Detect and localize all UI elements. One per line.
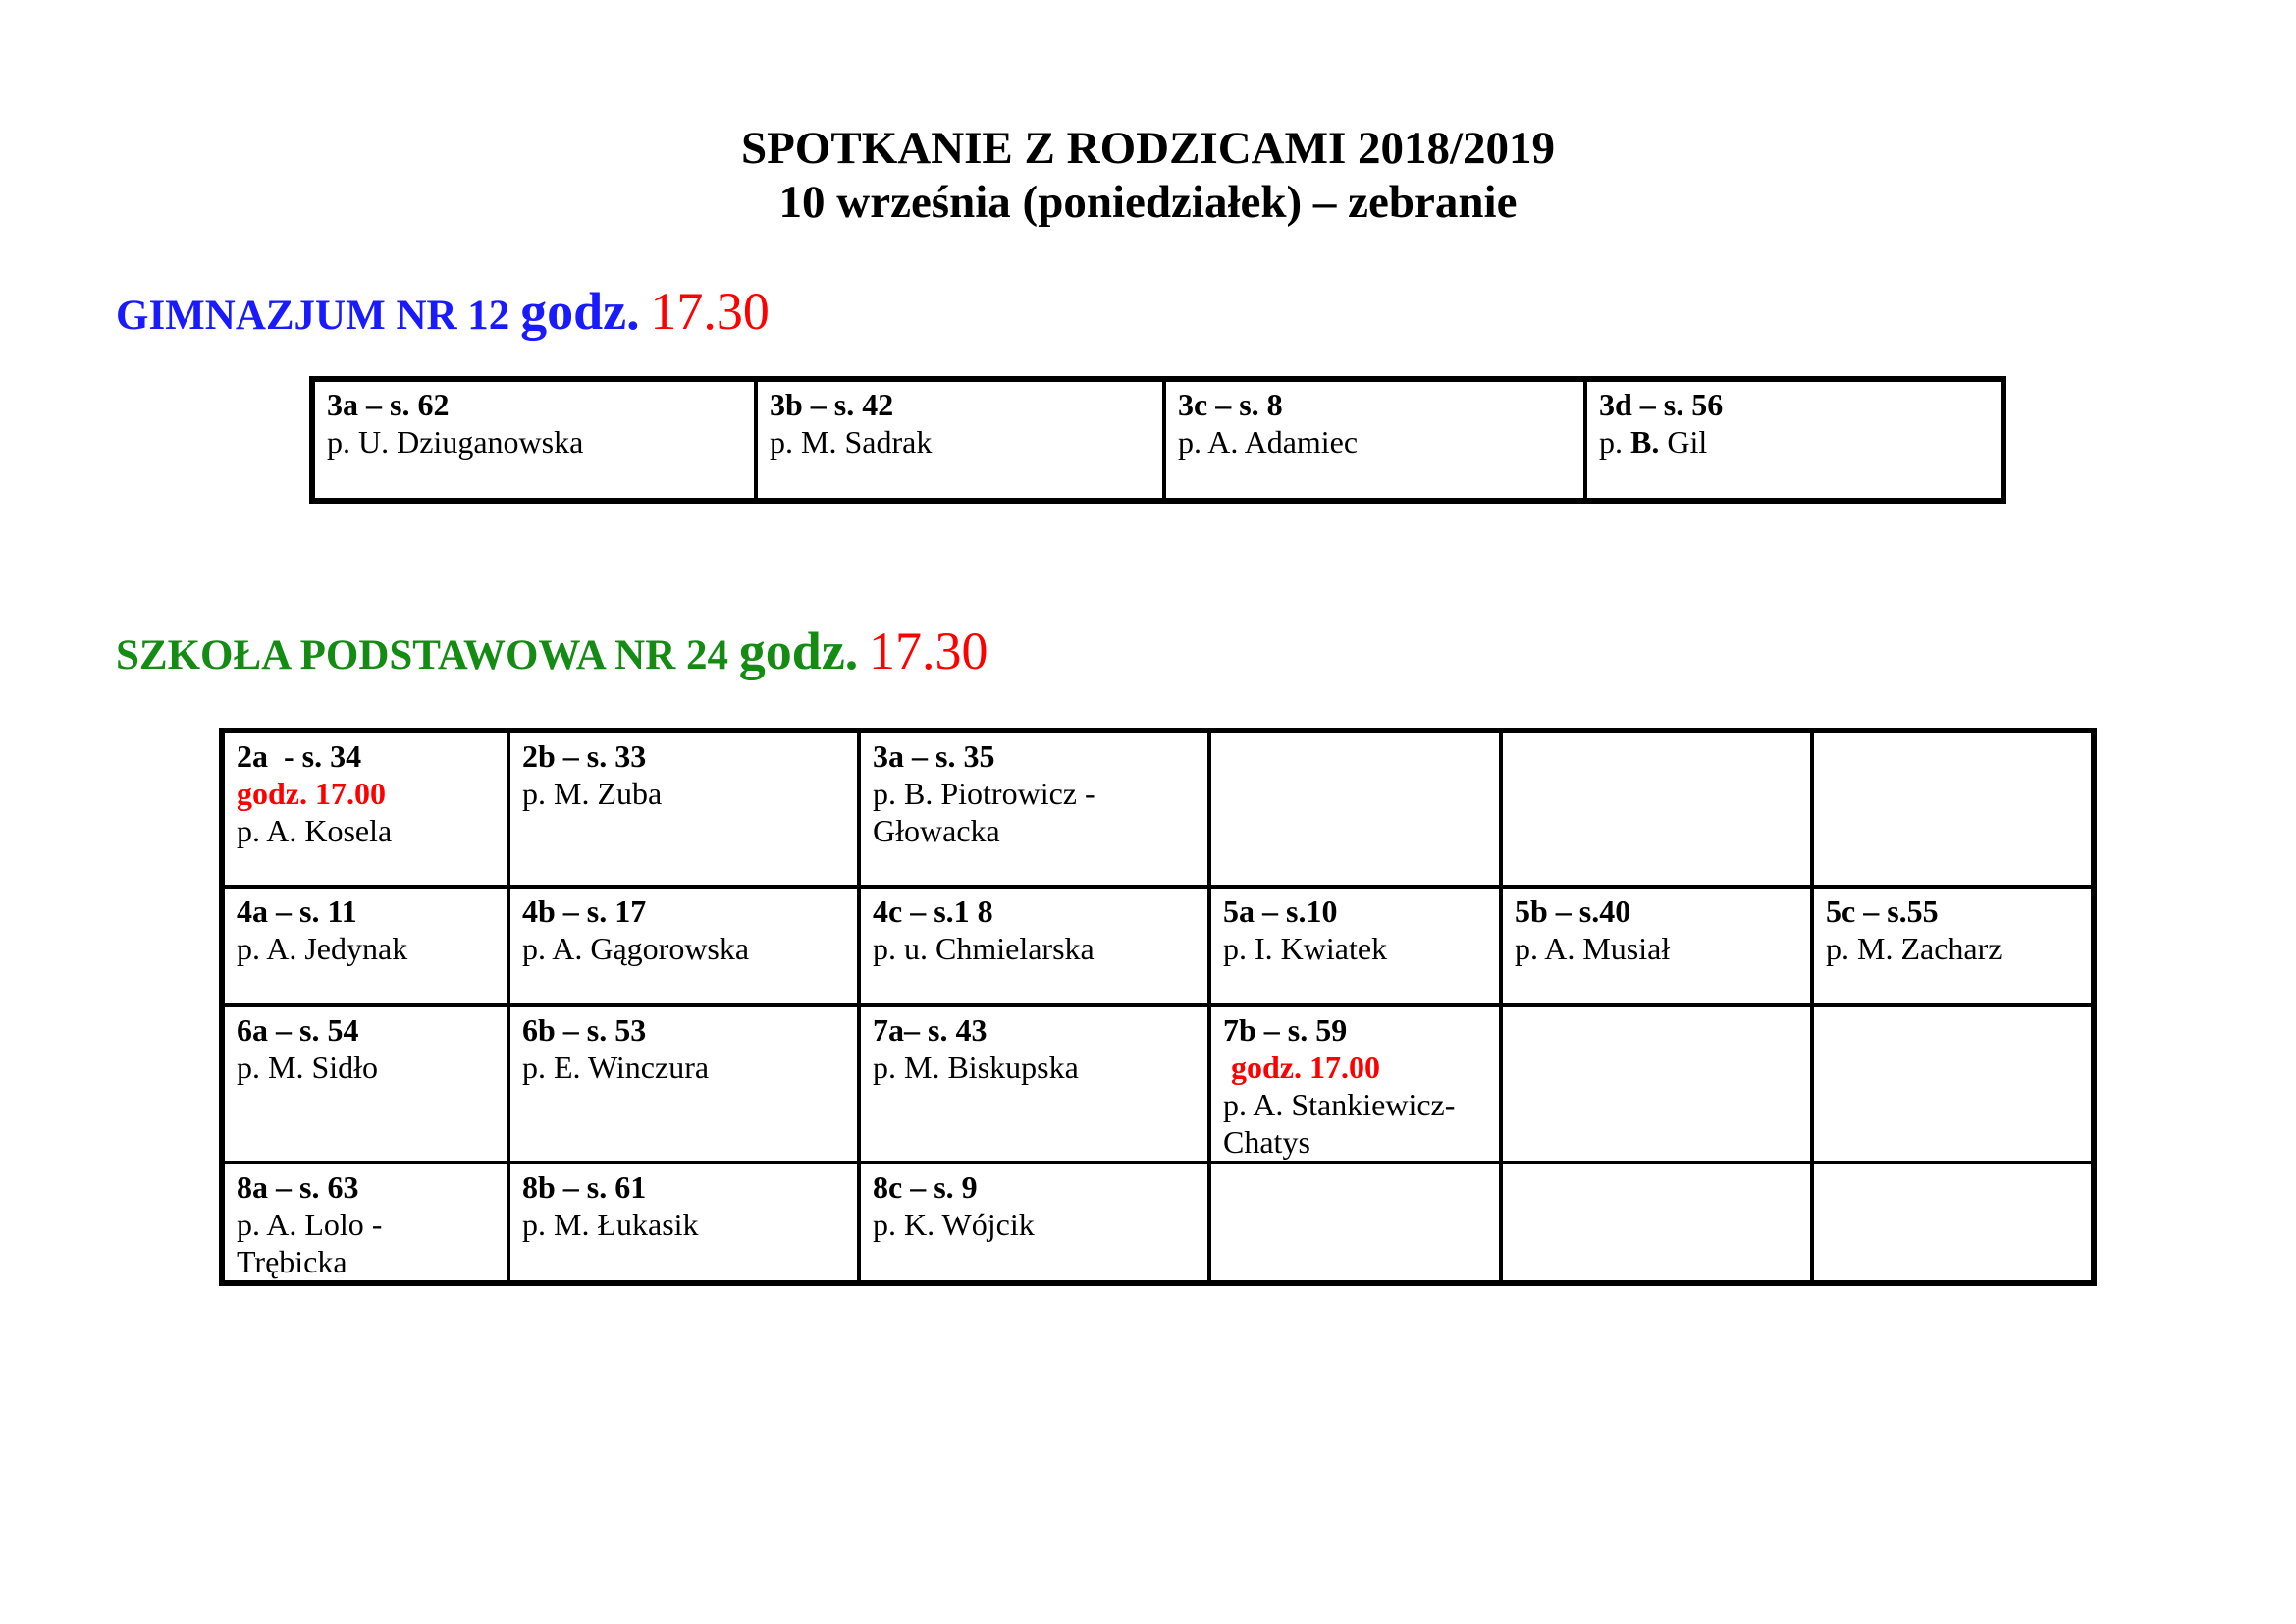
class-room: 4b – s. 17 <box>522 893 647 929</box>
table-cell <box>313 380 756 500</box>
special-hour: godz. 17.00 <box>1223 1050 1380 1085</box>
teacher-name: p. A. Jedynak <box>237 931 408 966</box>
teacher-name: p. M. Łukasik <box>522 1207 699 1242</box>
teacher-name: p. A. Musiał <box>1515 931 1671 966</box>
table-cell <box>1585 380 2002 500</box>
teacher-name: p. M. Sadrak <box>770 424 933 460</box>
class-room: 5c – s.55 <box>1826 893 1939 929</box>
teacher-name: p. K. Wójcik <box>873 1207 1035 1242</box>
teacher-name: p. A. Stankiewicz-Chatys <box>1223 1087 1456 1160</box>
empty-cell <box>1209 1163 1501 1282</box>
page-subtitle: 10 września (poniedziałek) – zebranie <box>778 177 1518 228</box>
table-row <box>313 380 2002 500</box>
table-cell <box>223 887 508 1005</box>
empty-cell <box>1501 1005 1812 1163</box>
teacher-name: p. A. Gągorowska <box>522 931 750 966</box>
class-room: 2b – s. 33 <box>522 738 647 774</box>
teacher-name: p. A. Kosela <box>237 813 393 848</box>
szkola-name: SZKOŁA PODSTAWOWA NR 24 <box>116 632 729 678</box>
table-cell <box>1812 887 2093 1005</box>
teacher-name: p. M. Zuba <box>522 776 663 811</box>
teacher-name: p. I. Kwiatek <box>1223 931 1388 966</box>
class-room: 5b – s.40 <box>1515 893 1631 929</box>
teacher-name: p. B. Piotrowicz - Głowacka <box>873 776 1095 848</box>
szkola-time: 17.30 <box>869 622 988 680</box>
class-room: 3c – s. 8 <box>1178 387 1283 422</box>
table-row <box>223 731 2093 887</box>
empty-cell <box>1812 1005 2093 1163</box>
szkola-heading <box>116 622 988 680</box>
class-room: 3a – s. 35 <box>873 738 995 774</box>
class-room: 3d – s. 56 <box>1599 387 1724 422</box>
table-cell <box>508 1005 859 1163</box>
class-room: 4c – s.1 8 <box>873 893 993 929</box>
empty-cell <box>1209 731 1501 887</box>
class-room: 3a – s. 62 <box>327 387 450 422</box>
teacher-name: p. U. Dziuganowska <box>327 424 584 460</box>
table-cell <box>223 1163 508 1282</box>
class-room: 7b – s. 59 <box>1223 1012 1348 1048</box>
table-row <box>223 1005 2093 1163</box>
class-room: 8a – s. 63 <box>237 1169 359 1205</box>
class-room: 8b – s. 61 <box>522 1169 647 1205</box>
teacher-name: p. u. Chmielarska <box>873 931 1095 966</box>
table-cell <box>508 1163 859 1282</box>
class-room: 7a– s. 43 <box>873 1012 988 1048</box>
table-cell <box>1209 1005 1501 1163</box>
class-room: 8c – s. 9 <box>873 1169 978 1205</box>
table-cell <box>756 380 1164 500</box>
teacher-name: p. A. Lolo - Trębicka <box>237 1207 383 1279</box>
empty-cell <box>1812 1163 2093 1282</box>
class-room: 6b – s. 53 <box>522 1012 647 1048</box>
teacher-name: p. M. Biskupska <box>873 1050 1079 1085</box>
class-room: 6a – s. 54 <box>237 1012 359 1048</box>
teacher-name: p. M. Sidło <box>237 1050 379 1085</box>
class-room: 2a - s. 34 <box>237 738 362 774</box>
table-cell <box>859 887 1209 1005</box>
table-row <box>223 1163 2093 1282</box>
table-cell <box>1209 887 1501 1005</box>
szkola-godz-label: godz. <box>738 622 859 680</box>
gimnazjum-godz-label: godz. <box>520 282 640 341</box>
class-room: 4a – s. 11 <box>237 893 357 929</box>
table-cell <box>223 731 508 887</box>
table-cell <box>859 1163 1209 1282</box>
table-cell <box>223 1005 508 1163</box>
teacher-surname: Gil <box>1659 424 1708 460</box>
empty-cell <box>1812 731 2093 887</box>
empty-cell <box>1501 731 1812 887</box>
table-cell <box>508 887 859 1005</box>
special-hour: godz. 17.00 <box>237 776 386 811</box>
teacher-name: p. E. Winczura <box>522 1050 710 1085</box>
teacher-name: p. A. Adamiec <box>1178 424 1359 460</box>
class-room: 5a – s.10 <box>1223 893 1338 929</box>
teacher-name <box>1599 423 1989 460</box>
table-cell <box>1164 380 1585 500</box>
table-cell <box>859 1005 1209 1163</box>
gimnazjum-name: GIMNAZJUM NR 12 <box>116 293 510 339</box>
teacher-initial: B. <box>1630 424 1660 460</box>
table-cell <box>508 731 859 887</box>
teacher-name: p. M. Zacharz <box>1826 931 2002 966</box>
page-title: SPOTKANIE Z RODZICAMI 2018/2019 <box>740 123 1556 174</box>
class-room: 3b – s. 42 <box>770 387 894 422</box>
empty-cell <box>1501 1163 1812 1282</box>
szkola-table <box>219 728 2097 1286</box>
table-cell <box>1501 887 1812 1005</box>
teacher-prefix: p. <box>1599 424 1630 460</box>
gimnazjum-heading <box>116 282 770 341</box>
gimnazjum-table <box>309 376 2006 504</box>
table-row <box>223 887 2093 1005</box>
gimnazjum-time: 17.30 <box>650 282 770 341</box>
table-cell <box>859 731 1209 887</box>
